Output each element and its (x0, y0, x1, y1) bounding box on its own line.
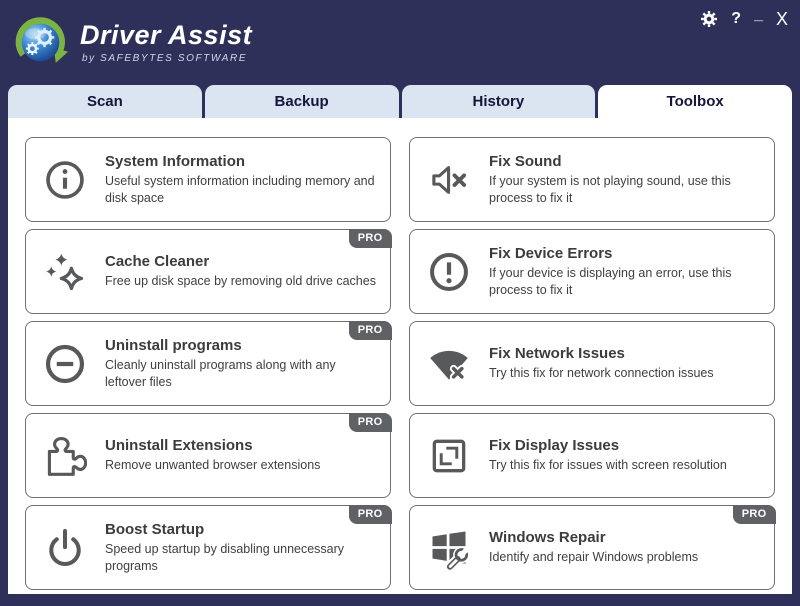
tool-description: Free up disk space by removing old drive caches (105, 274, 376, 289)
tool-card-fix-device-errors[interactable] (409, 229, 775, 314)
tab-scan[interactable]: Scan (8, 85, 202, 118)
tool-card-system-information[interactable] (25, 137, 391, 222)
toolbox-panel (8, 118, 792, 594)
tab-toolbox[interactable]: Toolbox (598, 85, 792, 118)
tool-title: Boost Startup (105, 521, 205, 538)
tab-history[interactable]: History (402, 85, 596, 118)
brand-block (80, 19, 253, 64)
pro-badge: PRO (733, 505, 776, 524)
wifi-x-icon (425, 342, 473, 386)
tool-card-boost-startup[interactable] (25, 505, 391, 590)
tool-title: System Information (105, 153, 246, 170)
tool-description: Try this fix for issues with screen resolution (489, 458, 727, 473)
app-subtitle: by SAFEBYTES SOFTWARE (82, 52, 248, 64)
pro-badge: PRO (349, 413, 392, 432)
app-header (0, 0, 800, 85)
toolbox-right-column (409, 137, 775, 594)
minus-circle-icon (41, 342, 89, 386)
speaker-x-icon (425, 158, 473, 202)
info-circle-icon (41, 158, 89, 202)
tool-description: Cleanly uninstall programs along with any leftover files (105, 358, 336, 389)
tool-title: Cache Cleaner (105, 253, 210, 271)
tool-description: Useful system information including memory and disk space (105, 174, 375, 205)
tool-card-fix-network-issues[interactable] (409, 321, 775, 406)
tool-card-fix-display-issues[interactable] (409, 413, 775, 498)
puzzle-piece-icon (41, 434, 89, 478)
tool-card-uninstall-extensions[interactable] (25, 413, 391, 498)
sparkles-icon (41, 250, 89, 294)
exclamation-circle-icon (425, 250, 473, 294)
minimize-button[interactable]: _ (754, 6, 763, 23)
tool-title: Fix Device Errors (489, 245, 613, 262)
tool-title: Uninstall programs (105, 337, 242, 354)
settings-gear-icon[interactable] (700, 10, 718, 28)
tool-description: Remove unwanted browser extensions (105, 458, 321, 473)
tool-title: Fix Network Issues (489, 345, 625, 363)
pro-badge: PRO (349, 321, 392, 340)
tab-bar (8, 85, 792, 118)
tab-backup[interactable]: Backup (205, 85, 399, 118)
pro-badge: PRO (349, 229, 392, 248)
tool-description: If your system is not playing sound, use this process to fix it (489, 174, 731, 205)
tool-title: Windows Repair (489, 529, 606, 547)
tool-card-cache-cleaner[interactable] (25, 229, 391, 314)
window-controls (700, 6, 788, 29)
tool-description: Try this fix for network connection issues (489, 366, 714, 381)
toolbox-left-column (25, 137, 391, 594)
tool-description: Identify and repair Windows problems (489, 550, 699, 565)
tool-card-windows-repair[interactable] (409, 505, 775, 590)
tool-card-uninstall-programs[interactable] (25, 321, 391, 406)
tool-description: Speed up startup by disabling unnecessary programs (105, 542, 345, 573)
tool-card-fix-sound[interactable] (409, 137, 775, 222)
tool-description: If your device is displaying an error, use this process to fix it (489, 266, 732, 297)
display-resolution-icon (425, 434, 473, 478)
app-logo-icon (13, 12, 70, 74)
tool-title: Fix Display Issues (489, 437, 620, 455)
pro-badge: PRO (349, 505, 392, 524)
close-button[interactable]: X (775, 8, 788, 29)
tool-title: Fix Sound (489, 153, 562, 170)
app-title: Driver Assist (80, 19, 253, 50)
power-icon (41, 526, 89, 570)
windows-wrench-icon (425, 526, 473, 570)
tool-title: Uninstall Extensions (105, 437, 253, 455)
help-button[interactable]: ? (731, 10, 742, 27)
